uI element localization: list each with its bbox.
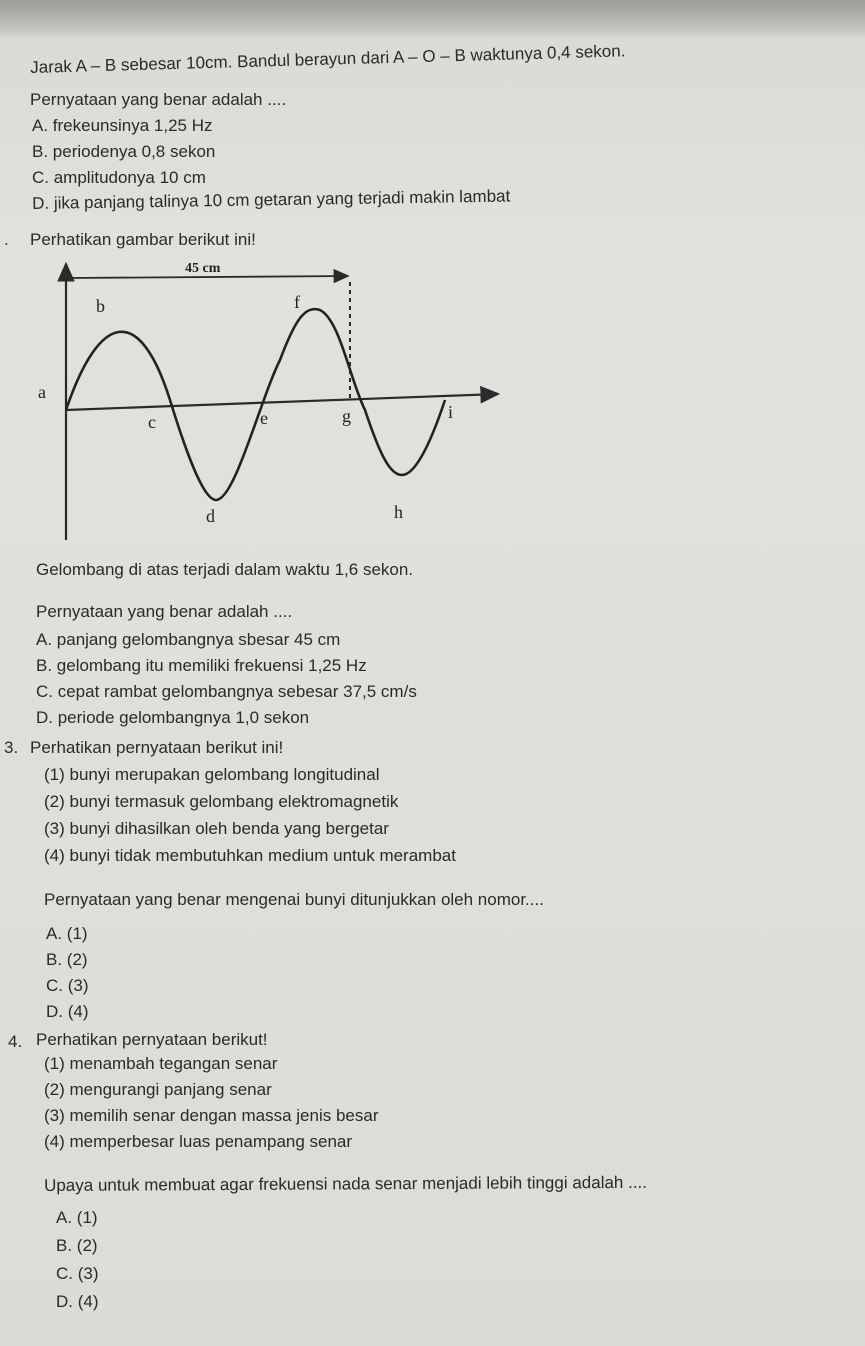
q2-number: . <box>4 230 9 249</box>
point-a: a <box>38 382 46 402</box>
q4-prompt: Upaya untuk membuat agar frekuensi nada senar menjadi lebih tinggi adalah .... <box>44 1172 648 1195</box>
q1-option-a: A. frekeunsinya 1,25 Hz <box>32 116 213 135</box>
point-h: h <box>394 502 403 522</box>
q4-number: 4. <box>8 1032 23 1051</box>
q1-stem: Jarak A – B sebesar 10cm. Bandul berayun dari A – O – B waktunya 0,4 sekon. <box>30 41 626 77</box>
q4-option-a: A. (1) <box>56 1208 98 1227</box>
q2-option-b: B. gelombang itu memiliki frekuensi 1,25 Hz <box>36 656 367 675</box>
q2-stem: Perhatikan gambar berikut ini! <box>30 230 256 249</box>
q2-option-a: A. panjang gelombangnya sbesar 45 cm <box>36 630 341 649</box>
q4-option-d: D. (4) <box>56 1292 99 1311</box>
q4-statement-1: (1) menambah tegangan senar <box>44 1054 278 1073</box>
q3-prompt: Pernyataan yang benar mengenai bunyi ditunjukkan oleh nomor.... <box>44 890 544 909</box>
q4-option-b: B. (2) <box>56 1236 98 1255</box>
q1-option-c: C. amplitudonya 10 cm <box>32 168 206 187</box>
q3-statement-3: (3) bunyi dihasilkan oleh benda yang bergetar <box>44 819 389 838</box>
q2-option-d: D. periode gelombangnya 1,0 sekon <box>36 708 310 727</box>
wave-figure <box>20 250 540 550</box>
q4-stem: Perhatikan pernyataan berikut! <box>36 1030 268 1049</box>
point-b: b <box>96 296 105 316</box>
q3-statement-1: (1) bunyi merupakan gelombang longitudinal <box>44 765 380 784</box>
q1-prompt: Pernyataan yang benar adalah .... <box>30 90 287 109</box>
q2-option-c: C. cepat rambat gelombangnya sebesar 37,5 cm/s <box>36 682 417 701</box>
point-f: f <box>294 292 300 312</box>
q3-option-d: D. (4) <box>46 1002 89 1021</box>
point-c: c <box>148 412 156 432</box>
point-i: i <box>448 402 454 422</box>
q4-statement-2: (2) mengurangi panjang senar <box>44 1080 272 1099</box>
q3-option-c: C. (3) <box>46 976 89 995</box>
q4-statement-4: (4) memperbesar luas penampang senar <box>44 1132 353 1151</box>
q2-caption: Gelombang di atas terjadi dalam waktu 1,6 sekon. <box>36 560 414 579</box>
wave-curve <box>66 309 445 500</box>
q3-statement-4: (4) bunyi tidak membutuhkan medium untuk merambat <box>44 846 456 865</box>
q4-option-c: C. (3) <box>56 1264 99 1283</box>
point-e: e <box>260 408 268 428</box>
dimension-arrow <box>70 276 348 278</box>
q1-option-b: B. periodenya 0,8 sekon <box>32 142 216 161</box>
q1-option-d: D. jika panjang talinya 10 cm getaran yang terjadi makin lambat <box>32 186 511 213</box>
point-g: g <box>342 406 351 426</box>
q3-number: 3. <box>4 738 19 757</box>
q3-option-b: B. (2) <box>46 950 88 969</box>
dimension-label: 45 cm <box>185 261 221 276</box>
q4-statement-3: (3) memilih senar dengan massa jenis besar <box>44 1106 379 1125</box>
q2-prompt: Pernyataan yang benar adalah .... <box>36 602 293 621</box>
point-d: d <box>206 506 215 526</box>
q3-stem: Perhatikan pernyataan berikut ini! <box>30 738 284 757</box>
q3-option-a: A. (1) <box>46 924 88 943</box>
x-axis <box>66 394 498 410</box>
q3-statement-2: (2) bunyi termasuk gelombang elektromagnetik <box>44 792 399 811</box>
